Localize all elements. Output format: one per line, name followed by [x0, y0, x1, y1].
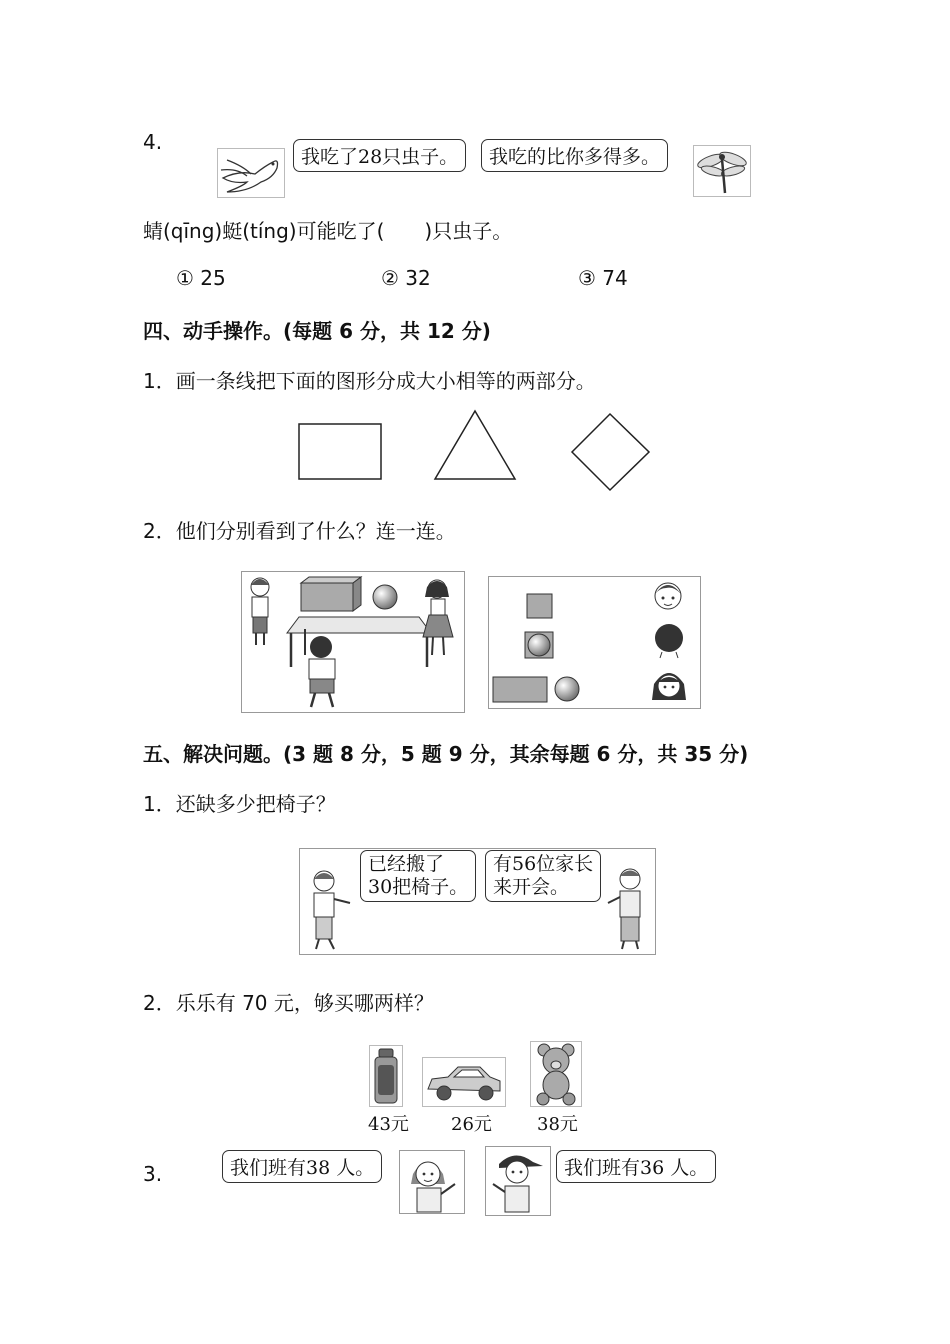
triangle-shape[interactable] [435, 411, 515, 479]
price-bear: 38元 [537, 1114, 578, 1135]
bubble-line-1: 已经搬了 [368, 853, 445, 875]
boy-speech-bubble: 我们班有36 人。 [556, 1150, 716, 1183]
girl-speech-bubble: 我们班有38 人。 [222, 1150, 382, 1183]
rectangle-shape[interactable] [299, 424, 381, 479]
view-rectangle-and-ball[interactable] [493, 677, 579, 702]
boy-figure [304, 869, 354, 951]
teacher-figure [606, 867, 652, 951]
shapes-row [296, 408, 656, 494]
thermos-icon [369, 1045, 403, 1107]
section4-heading: 四、动手操作。(每题 6 分，共 12 分) [143, 319, 491, 343]
bubble-line-2: 来开会。 [493, 876, 570, 898]
speech-bubble-chairs-moved [360, 850, 476, 902]
bubble-line-1: 有56位家长 [493, 853, 594, 875]
chairs-problem-illustration [299, 848, 656, 955]
speech-bubble-parents [485, 850, 601, 902]
dragonfly-illustration [693, 145, 751, 197]
q4-number: 4. [143, 130, 163, 154]
teddy-bear-icon [530, 1041, 582, 1107]
bubble-line-2: 30把椅子。 [368, 876, 469, 898]
q4-option-2[interactable]: ② 32 [381, 266, 431, 290]
bird-speech-bubble: 我吃了28只虫子。 [293, 139, 466, 172]
bird-illustration [217, 148, 285, 198]
section4-q2-text: 2．他们分别看到了什么？连一连。 [143, 519, 456, 543]
diamond-shape[interactable] [572, 414, 649, 490]
section5-q1-text: 1．还缺多少把椅子？ [143, 792, 336, 816]
girl-illustration [399, 1150, 465, 1214]
q4-question: 蜻(qīng)蜓(tíng)可能吃了( )只虫子。 [143, 219, 513, 243]
toy-car-icon [422, 1057, 506, 1107]
price-car: 26元 [451, 1114, 492, 1135]
boy-illustration [485, 1146, 551, 1216]
q4-option-1[interactable]: ① 25 [176, 266, 226, 290]
table-scene-illustration [241, 571, 465, 713]
section5-q2-text: 2．乐乐有 70 元，够买哪两样？ [143, 991, 434, 1015]
section5-heading: 五、解决问题。(3 题 8 分，5 题 9 分，其余每题 6 分，共 35 分) [143, 742, 749, 766]
q3-number: 3. [143, 1162, 163, 1186]
face-boy-front[interactable] [655, 583, 681, 609]
views-matching-panel [488, 576, 701, 709]
q4-option-3[interactable]: ③ 74 [578, 266, 628, 290]
dragonfly-speech-bubble: 我吃的比你多得多。 [481, 139, 668, 172]
price-thermos: 43元 [368, 1114, 409, 1135]
view-square[interactable] [527, 594, 552, 618]
section4-q1-text: 1．画一条线把下面的图形分成大小相等的两部分。 [143, 369, 596, 393]
